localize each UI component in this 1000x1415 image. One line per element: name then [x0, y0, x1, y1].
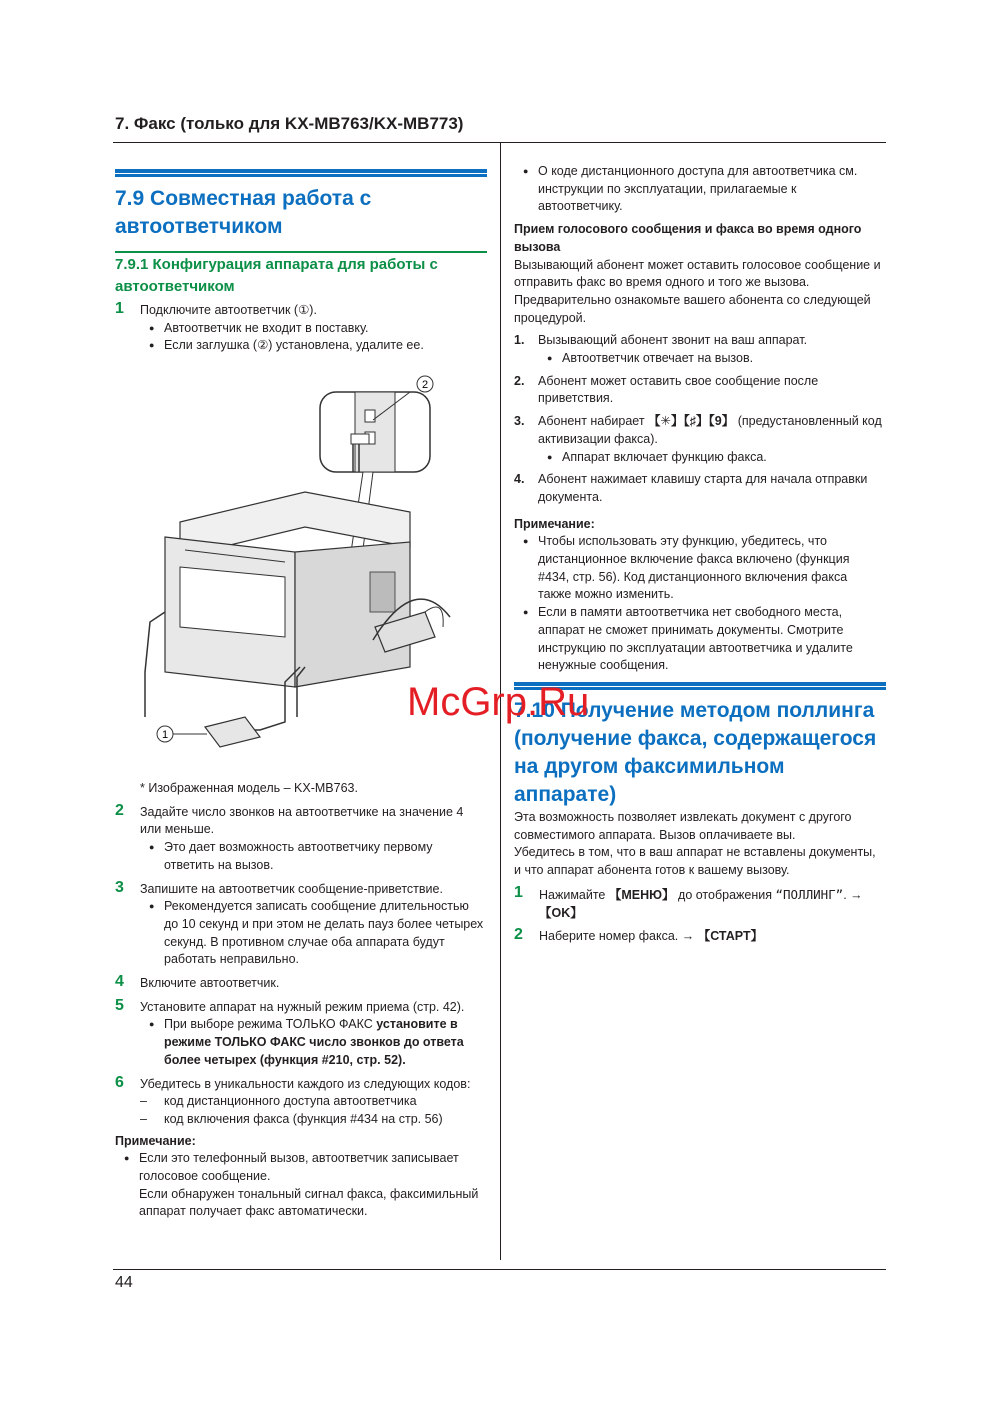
step-text: Установите аппарат на нужный режим приема (стр. 42). — [140, 999, 465, 1014]
section-title-line: автоответчиком — [115, 215, 283, 238]
step-text: Нажимайте — [539, 887, 609, 902]
step-text: до отображения — [674, 887, 776, 902]
intro-line: процедурой. — [514, 310, 587, 325]
title-line: вызова — [514, 239, 561, 254]
note-line: ненужные сообщения. — [538, 658, 669, 673]
dash-item: – код включения факса (функция #434 на стр. 56) — [140, 1111, 487, 1129]
procedure-step-4 — [514, 471, 886, 506]
subsection-title-line: 7.9.1 Конфигурация аппарата для работы с — [115, 256, 438, 273]
dash-item: – код дистанционного доступа автоответчика — [140, 1093, 487, 1111]
bullet-text-bold: режиме ТОЛЬКО ФАКС число звонков до ответа — [164, 1035, 464, 1050]
step-number: 5 — [115, 996, 124, 1014]
intro-line: и что аппарат абонента готов к вашему вызову. — [514, 863, 790, 878]
procedure-step-3 — [514, 413, 886, 466]
title-line: Прием голосового сообщения и факса во время одного — [514, 222, 862, 237]
step-text: Включите автоответчик. — [140, 976, 280, 991]
bullet-text: При выборе режима ТОЛЬКО ФАКС — [164, 1017, 377, 1032]
bullet-line: О коде дистанционного доступа для автоответчика см. — [538, 164, 858, 178]
bullet-line: автоответчику. — [538, 199, 623, 214]
step-text: или меньше. — [140, 822, 215, 837]
right-column — [514, 163, 886, 675]
bullet-item — [140, 839, 487, 874]
section-title — [115, 185, 487, 241]
step-text: Абонент нажимает клавишу старта для начала отправки — [538, 472, 868, 487]
bullet-item: ● Аппарат включает функцию факса. — [538, 449, 886, 467]
step-text: Абонент набирает — [538, 414, 649, 429]
step-5 — [115, 996, 487, 1070]
step-text: приветствия. — [538, 391, 614, 406]
bullet-line: до 10 секунд и при этом не делать пауз более четырех — [164, 916, 484, 931]
subsection-title — [115, 254, 487, 298]
step-text: Убедитесь в уникальности каждого из следующих кодов: — [140, 1076, 471, 1091]
step-number: 4 — [115, 973, 124, 991]
answering-machine — [205, 717, 260, 747]
key-sequence: 【✳】【♯】【9】 — [648, 414, 735, 429]
step-number: 1. — [514, 333, 525, 348]
section-title-line: 7.10 Получение методом поллинга — [514, 699, 875, 722]
polling-step-1 — [514, 883, 886, 922]
section-title-line: на другом факсимильном аппарате) — [514, 755, 785, 806]
voice-fax-title — [514, 221, 886, 256]
polling-intro — [514, 809, 886, 880]
step-number: 4. — [514, 472, 525, 487]
step-6 — [115, 1073, 487, 1129]
step-text: активизации факса). — [538, 431, 658, 446]
step-number: 3 — [115, 878, 124, 896]
note-line: голосовое сообщение. — [139, 1169, 271, 1184]
voice-fax-intro — [514, 257, 886, 328]
step-number: 3. — [514, 414, 525, 429]
step-3 — [115, 878, 487, 970]
illustration-caption: * Изображенная модель – KX-MB763. — [140, 781, 358, 795]
intro-line: совместимого аппарата. Вызов оплачиваете вы. — [514, 827, 796, 842]
step-number: 6 — [115, 1073, 124, 1091]
ok-key: 【OK】 — [539, 905, 583, 920]
section-title-line: (получение факса, содержащегося — [514, 727, 877, 750]
bullet-item — [140, 1016, 487, 1069]
bullet-line: инструкции по эксплуатации, прилагаемые к — [538, 181, 797, 196]
step-number: 2 — [115, 801, 124, 819]
callout-1-label: 1 — [161, 729, 169, 741]
display-text: “ПОЛЛИНГ” — [775, 886, 844, 902]
subsection-title-line: автоответчиком — [115, 278, 235, 295]
procedure-step-1 — [514, 332, 886, 367]
intro-line: Эта возможность позволяет извлекать документ с другого — [514, 810, 852, 824]
note-title: Примечание: — [514, 516, 595, 531]
note-line: #434, стр. 56). Код дистанционного включения факса — [538, 569, 848, 584]
step-text: Наберите номер факса. → — [539, 929, 698, 944]
bullet-line: Это дает возможность автоответчику первому — [164, 840, 433, 855]
step-text: документа. — [538, 489, 603, 504]
note-line: Если в памяти автоответчика нет свободного места, — [538, 605, 843, 620]
step-number: 2. — [514, 373, 525, 388]
callout-2-label: 2 — [421, 379, 429, 391]
page-number: 44 — [115, 1274, 133, 1291]
step-text: Абонент может оставить свое сообщение после — [538, 373, 819, 388]
intro-line: Предварительно ознакомьте вашего абонента со следующей — [514, 292, 871, 307]
step-text: Запишите на автоответчик сообщение-приветствие. — [140, 881, 443, 896]
note-line: инструкцию по эксплуатации автоответчика и удалите — [538, 640, 853, 655]
section-bar — [115, 169, 487, 177]
polling-step-2 — [514, 928, 886, 946]
bullet-line: ответить на вызов. — [164, 857, 274, 872]
note-bullet — [115, 1150, 487, 1221]
procedure-step-2 — [514, 373, 886, 408]
bullet-item: ● Автоответчик не входит в поставку. — [140, 320, 487, 338]
arrow: . → — [843, 887, 863, 902]
bullet-item: ● Автоответчик отвечает на вызов. — [538, 350, 886, 368]
note-line: Чтобы использовать эту функцию, убедитесь, что — [538, 534, 827, 549]
section-title-line: 7.9 Совместная работа с — [115, 187, 372, 210]
watermark: McGrp.Ru — [407, 680, 590, 724]
bullet-text-bold: установите в — [376, 1017, 458, 1032]
start-key: 【СТАРТ】 — [697, 929, 764, 944]
note-title: Примечание: — [115, 1133, 196, 1148]
note-line: также можно изменить. — [538, 587, 674, 602]
step-1 — [115, 302, 487, 355]
bullet-item — [514, 163, 886, 216]
step-number: 1 — [514, 883, 523, 901]
bullet-item: ● Если заглушка (②) установлена, удалите ее. — [140, 337, 487, 355]
note-line: Если обнаружен тональный сигнал факса, факсимильный — [139, 1186, 479, 1201]
note-bullet — [514, 533, 886, 604]
bullet-line: секунд. В противном случае оба аппарата будут — [164, 934, 445, 949]
step-number: 1 — [115, 300, 124, 317]
intro-line: отправить факс во время одного и того же вызова. — [514, 275, 810, 290]
bullet-text-bold: более четырех (функция #210, стр. 52). — [164, 1052, 406, 1067]
intro-line: Вызывающий абонент может оставить голосовое сообщение и — [514, 257, 881, 272]
footer-rule — [113, 1269, 886, 1270]
left-column — [115, 142, 487, 355]
step-text: (предустановленный код — [734, 414, 882, 429]
step-4 — [115, 975, 487, 993]
page-header: 7. Факс (только для KX-MB763/KX-MB773) — [115, 114, 464, 133]
intro-line: Убедитесь в том, что в ваш аппарат не вставлены документы, — [514, 845, 876, 860]
note-bullet — [514, 604, 886, 675]
bullet-line: Рекомендуется записать сообщение длительностью — [164, 899, 469, 914]
step-text: Вызывающий абонент звонит на ваш аппарат. — [538, 333, 808, 348]
bullet-item — [140, 898, 487, 969]
left-column-lower — [115, 780, 487, 1221]
step-text: Подключите автоответчик (①). — [140, 303, 317, 317]
step-2 — [115, 801, 487, 875]
note-line: аппарат не сможет принимать документы. Смотрите — [538, 622, 844, 637]
note-line: Если это телефонный вызов, автоответчик записывает — [139, 1151, 459, 1166]
note-line: дистанционное включение факса включено (функция — [538, 552, 850, 567]
note-line: аппарат получает факс автоматически. — [139, 1204, 368, 1219]
step-number: 2 — [514, 926, 523, 944]
bullet-line: работать неправильно. — [164, 952, 299, 967]
step-text: Задайте число звонков на автоответчике на значение 4 — [140, 804, 464, 819]
menu-key: 【МЕНЮ】 — [608, 887, 675, 902]
